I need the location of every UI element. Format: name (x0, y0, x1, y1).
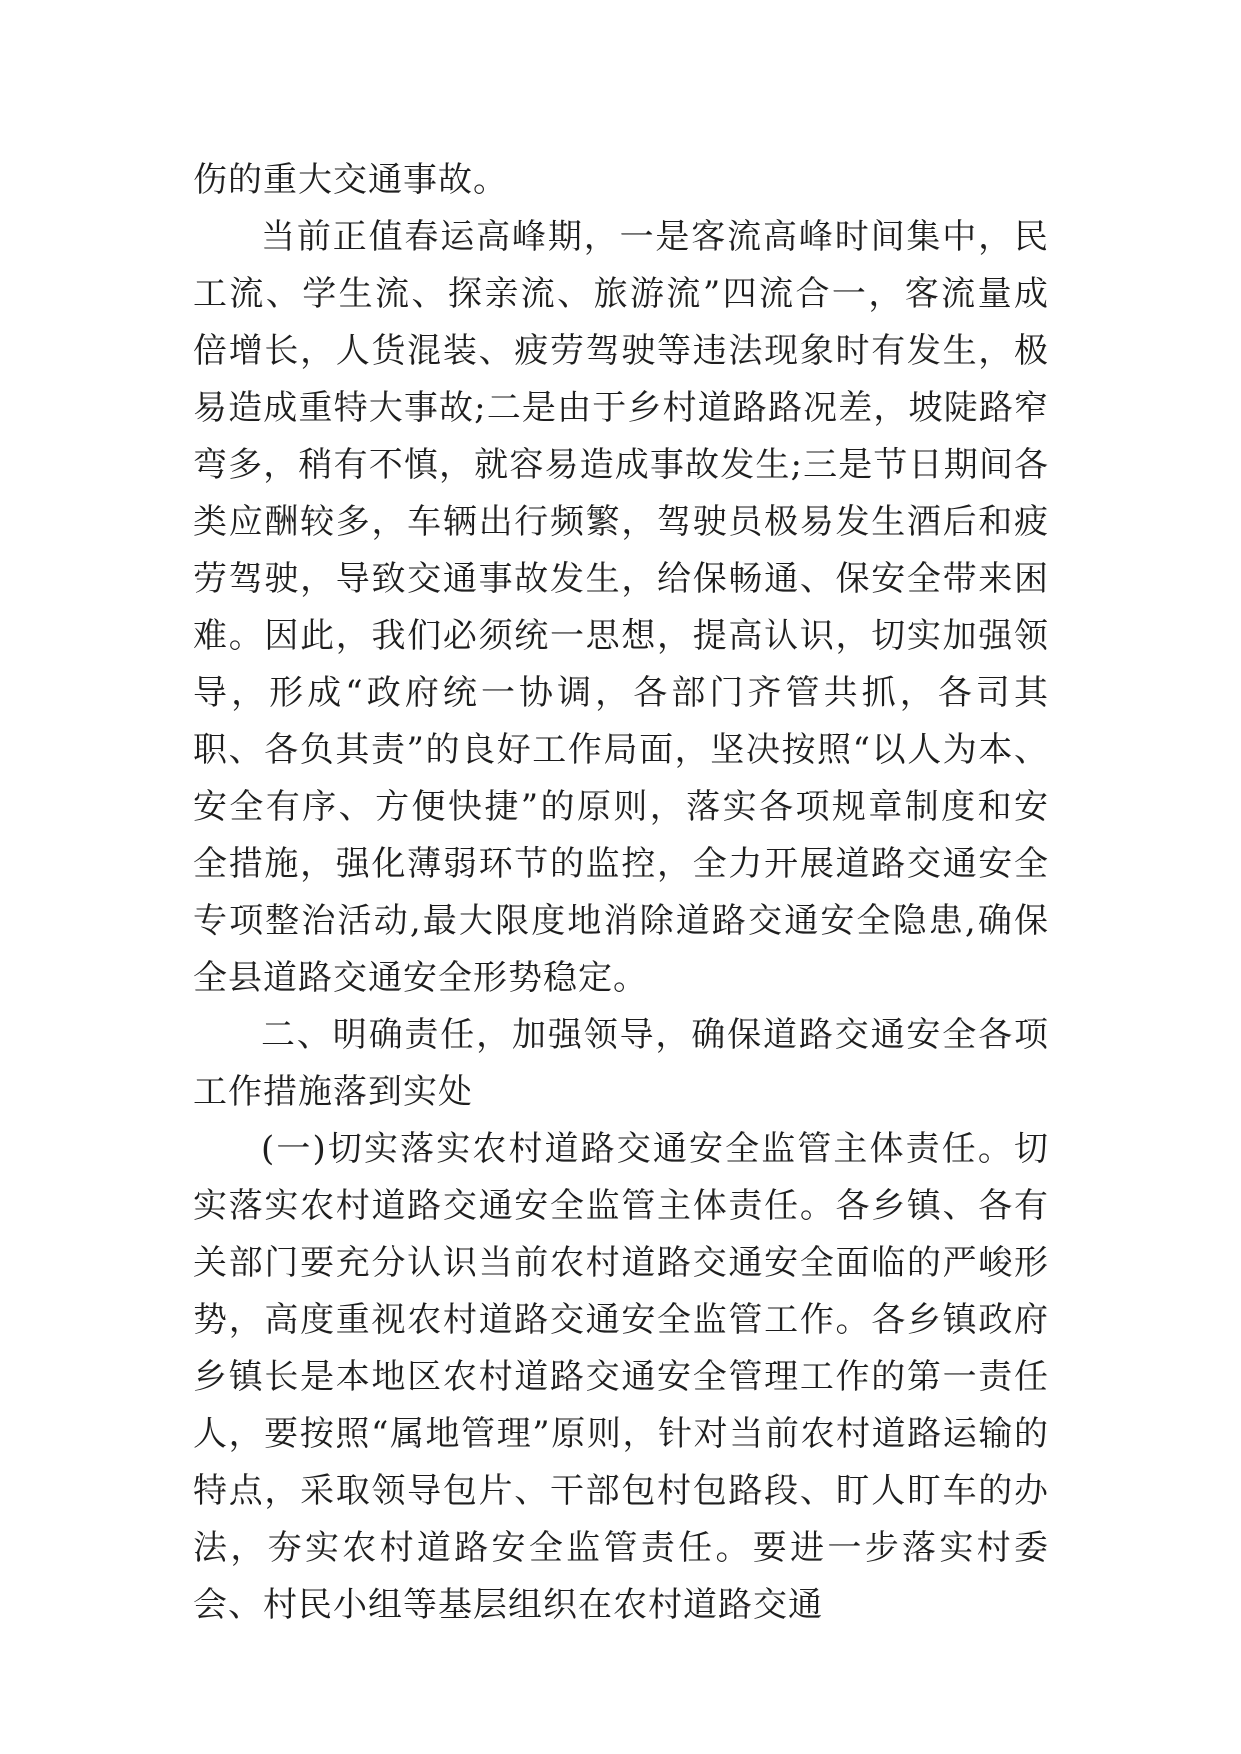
paragraph-accident-ending: 伤的重大交通事故。 (193, 160, 508, 200)
document-body (193, 152, 1049, 1634)
paragraph-spring-travel-situation: 当前正值春运高峰期，一是客流高峰时间集中，民工流、学生流、探亲流、旅游流”四流合一，客流量成倍增长，人货混装、疲劳驾驶等违法现象时有发生，极易造成重特大事故;二是由于乡村道路路况差，坡陡路窄弯多，稍有不慎，就容易造成事故发生;三是节日期间各类应酬较多，车辆出行频繁，驾驶员极易发生酒后和疲劳驾驶，导致交通事故发生，给保畅通、保安全带来困难。因此，我们必须统一思想，提高认识，切实加强领导，形成“政府统一协调，各部门齐管共抓，各司其职、各负其责”的良好工作局面，坚决按照“以人为本、安全有序、方便快捷”的原则，落实各项规章制度和安全措施，强化薄弱环节的监控，全力开展道路交通安全专项整治活动,最大限度地消除道路交通安全隐患,确保全县道路交通安全形势稳定。 (193, 217, 1049, 998)
paragraph-rural-supervision: (一)切实落实农村道路交通安全监管主体责任。切实落实农村道路交通安全监管主体责任。各乡镇、各有关部门要充分认识当前农村道路交通安全面临的严峻形势，高度重视农村道路交通安全监管工作。各乡镇政府乡镇长是本地区农村道路交通安全管理工作的第一责任人，要按照“属地管理”原则，针对当前农村道路运输的特点，采取领导包片、干部包村包路段、盯人盯车的办法，夯实农村道路安全监管责任。要进一步落实村委会、村民小组等基层组织在农村道路交通 (193, 1129, 1049, 1625)
section-heading-responsibility: 二、明确责任，加强领导，确保道路交通安全各项工作措施落到实处 (193, 1015, 1049, 1112)
